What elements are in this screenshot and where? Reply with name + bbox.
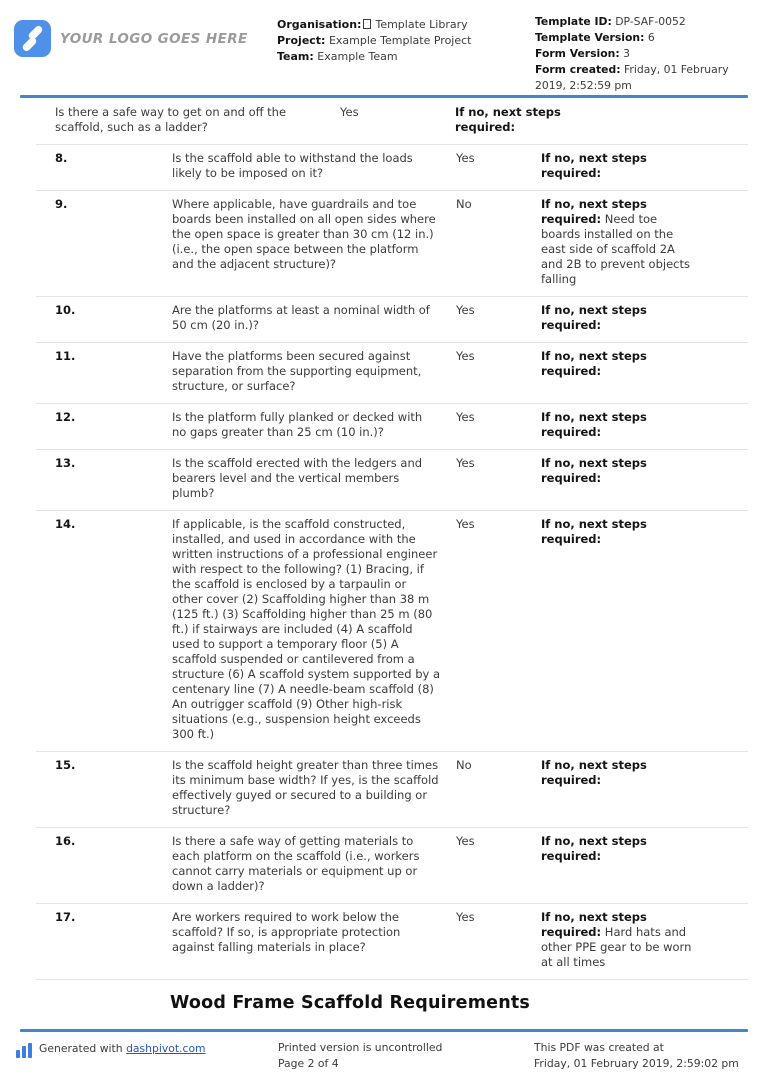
generated-prefix: Generated with (39, 1042, 123, 1055)
next-steps-label: If no, next steps required: (541, 834, 647, 863)
row-response: Yes (456, 349, 475, 363)
row-next-steps (541, 456, 748, 501)
team-value: Example Team (317, 50, 398, 63)
section-heading: Wood Frame Scaffold Requirements (170, 993, 531, 1013)
row-question: Is the scaffold able to withstand the loads likely to be imposed on it? (172, 151, 413, 180)
row-number: 15. (55, 758, 76, 772)
row-response: Yes (456, 456, 475, 470)
checklist-row-continued (36, 99, 748, 145)
row-number: 14. (55, 517, 76, 531)
next-steps-label: If no, next steps required: (541, 517, 647, 546)
row-response: Yes (456, 303, 475, 317)
row-question: Is there a safe way of getting materials to each platform on the scaffold (i.e., workers cannot carry materials or equipment up or down a ladder)? (172, 834, 420, 893)
header-divider-line (20, 95, 748, 98)
row-response: No (456, 758, 472, 772)
row-number: 16. (55, 834, 76, 848)
template-id-label: Template ID: (535, 15, 612, 28)
scaffold-checklist-table (36, 99, 748, 980)
footer-printed (278, 1040, 442, 1072)
header-meta-left (277, 17, 472, 65)
project-value: Example Template Project (328, 34, 472, 47)
pdf-created-timestamp: Friday, 01 February 2019, 2:59:02 pm (534, 1057, 739, 1070)
row-question: Are workers required to work below the scaffold? If so, is appropriate protection against falling materials in place? (172, 910, 401, 954)
organisation-line (277, 17, 472, 33)
logo-placeholder-text: YOUR LOGO GOES HERE (60, 30, 248, 47)
page-number-text: Page 2 of 4 (278, 1057, 339, 1070)
next-steps-label: If no, next steps required: (541, 151, 647, 180)
template-id-value: DP-SAF-0052 (615, 15, 686, 28)
team-line (277, 49, 472, 65)
form-created-value: Friday, 01 February 2019, 2:52:59 pm (535, 63, 729, 92)
dashpivot-link[interactable]: dashpivot.com (126, 1042, 206, 1055)
footer-divider-line (20, 1029, 748, 1032)
row-number: 10. (55, 303, 76, 317)
row-number: 12. (55, 410, 76, 424)
page-header (0, 0, 768, 95)
project-label: Project: (277, 34, 326, 47)
row-next-steps (541, 910, 748, 970)
row-next-steps (541, 151, 748, 181)
form-created-line (535, 62, 741, 94)
row-next-steps (541, 349, 748, 394)
next-steps-note: Hard hats and other PPE gear to be worn at all times (541, 925, 692, 969)
row-response: Yes (456, 910, 475, 924)
row-question: If applicable, is the scaffold constructed, installed, and used in accordance with the written instructions of a professional engineer with respect to the following? (1) Bracing, if the scaffold is enclosed by a tarpaulin or other cover (2) Scaffolding higher than 38 m (125 ft.) (3) Scaffolding higher than 25 m (80 ft.) if stairways are included (4) A scaffold used to support a temporary floor (5) A scaffold suspended or cantilevered from a structure (6) A scaffold system supported by a centenary line (7) A needle-beam scaffold (8) An outrigger scaffold (9) Other high-risk situations (e.g., suspension height exceeds 300 ft.) (172, 517, 441, 741)
row-question: Is the scaffold height greater than three times its minimum base width? If yes, is the scaffold effectively guyed or secured to a building or structure? (172, 758, 439, 817)
logo (14, 20, 248, 57)
template-version-value: 6 (647, 31, 655, 44)
checklist-row-17 (36, 904, 748, 980)
checklist-row-10 (36, 297, 748, 343)
row-number: 11. (55, 349, 76, 363)
row-response: Yes (456, 517, 475, 531)
organisation-value: Template Library (375, 18, 468, 31)
checklist-row-15 (36, 752, 748, 828)
template-version-line (535, 30, 741, 46)
checklist-row-11 (36, 343, 748, 404)
row-question: Where applicable, have guardrails and toe boards been installed on all open sides where the open space is greater than 30 cm (12 in.) (i.e., the open space between the platform and the adjacent structure)? (172, 197, 436, 271)
row-question: Have the platforms been secured against separation from the supporting equipment, structure, or surface? (172, 349, 422, 393)
checklist-row-14 (36, 511, 748, 752)
team-label: Team: (277, 50, 314, 63)
next-steps-label: If no, next steps required: (541, 758, 647, 787)
bar-chart-icon (16, 1043, 33, 1058)
row-response: No (456, 197, 472, 211)
next-steps-label: If no, next steps required: (541, 303, 647, 332)
checklist-row-13 (36, 450, 748, 511)
next-steps-label: If no, next steps required: (541, 410, 647, 439)
printed-uncontrolled-text: Printed version is uncontrolled (278, 1041, 443, 1054)
checklist-row-12 (36, 404, 748, 450)
project-line (277, 33, 472, 49)
footer-created (534, 1040, 739, 1072)
row-response: Yes (456, 151, 475, 165)
form-version-label: Form Version: (535, 47, 620, 60)
next-steps-label: If no, next steps required: (541, 910, 647, 939)
row-number: 8. (55, 151, 68, 165)
header-meta-right (535, 14, 741, 94)
template-id-line (535, 14, 741, 30)
row-next-steps (541, 197, 748, 287)
row-next-steps (455, 105, 748, 135)
row-question: Are the platforms at least a nominal width of 50 cm (20 in.)? (172, 303, 430, 332)
row-question: Is there a safe way to get on and off the scaffold, such as a ladder? (55, 105, 287, 134)
row-question: Is the platform fully planked or decked with no gaps greater than 25 cm (10 in.)? (172, 410, 423, 439)
generated-with-text (39, 1041, 206, 1057)
template-version-label: Template Version: (535, 31, 645, 44)
row-number: 9. (55, 197, 68, 211)
next-steps-label: If no, next steps required: (541, 456, 647, 485)
row-next-steps (541, 303, 748, 333)
row-response: Yes (340, 105, 359, 119)
checklist-row-16 (36, 828, 748, 904)
form-version-line (535, 46, 741, 62)
row-number: 17. (55, 910, 76, 924)
next-steps-label: If no, next steps required: (541, 197, 647, 226)
next-steps-label: If no, next steps required: (541, 349, 647, 378)
logo-icon (14, 20, 51, 57)
organisation-label: Organisation: (277, 18, 362, 31)
next-steps-note: Need toe boards installed on the east side of scaffold 2A and 2B to prevent objects falling (541, 212, 690, 286)
checklist-row-9 (36, 191, 748, 297)
row-next-steps (541, 758, 748, 818)
pdf-created-label: This PDF was created at (534, 1041, 664, 1054)
row-response: Yes (456, 834, 475, 848)
row-next-steps (541, 517, 748, 742)
row-number: 13. (55, 456, 76, 470)
checklist-row-8 (36, 145, 748, 191)
row-response: Yes (456, 410, 475, 424)
row-next-steps (541, 834, 748, 894)
form-version-value: 3 (623, 47, 630, 60)
row-question: Is the scaffold erected with the ledgers and bearers level and the vertical members plumb? (172, 456, 423, 500)
row-next-steps (541, 410, 748, 440)
form-created-label: Form created: (535, 63, 621, 76)
footer-generated (16, 1041, 206, 1058)
next-steps-label: If no, next steps required: (455, 105, 561, 134)
tofu-box-icon (363, 19, 371, 29)
